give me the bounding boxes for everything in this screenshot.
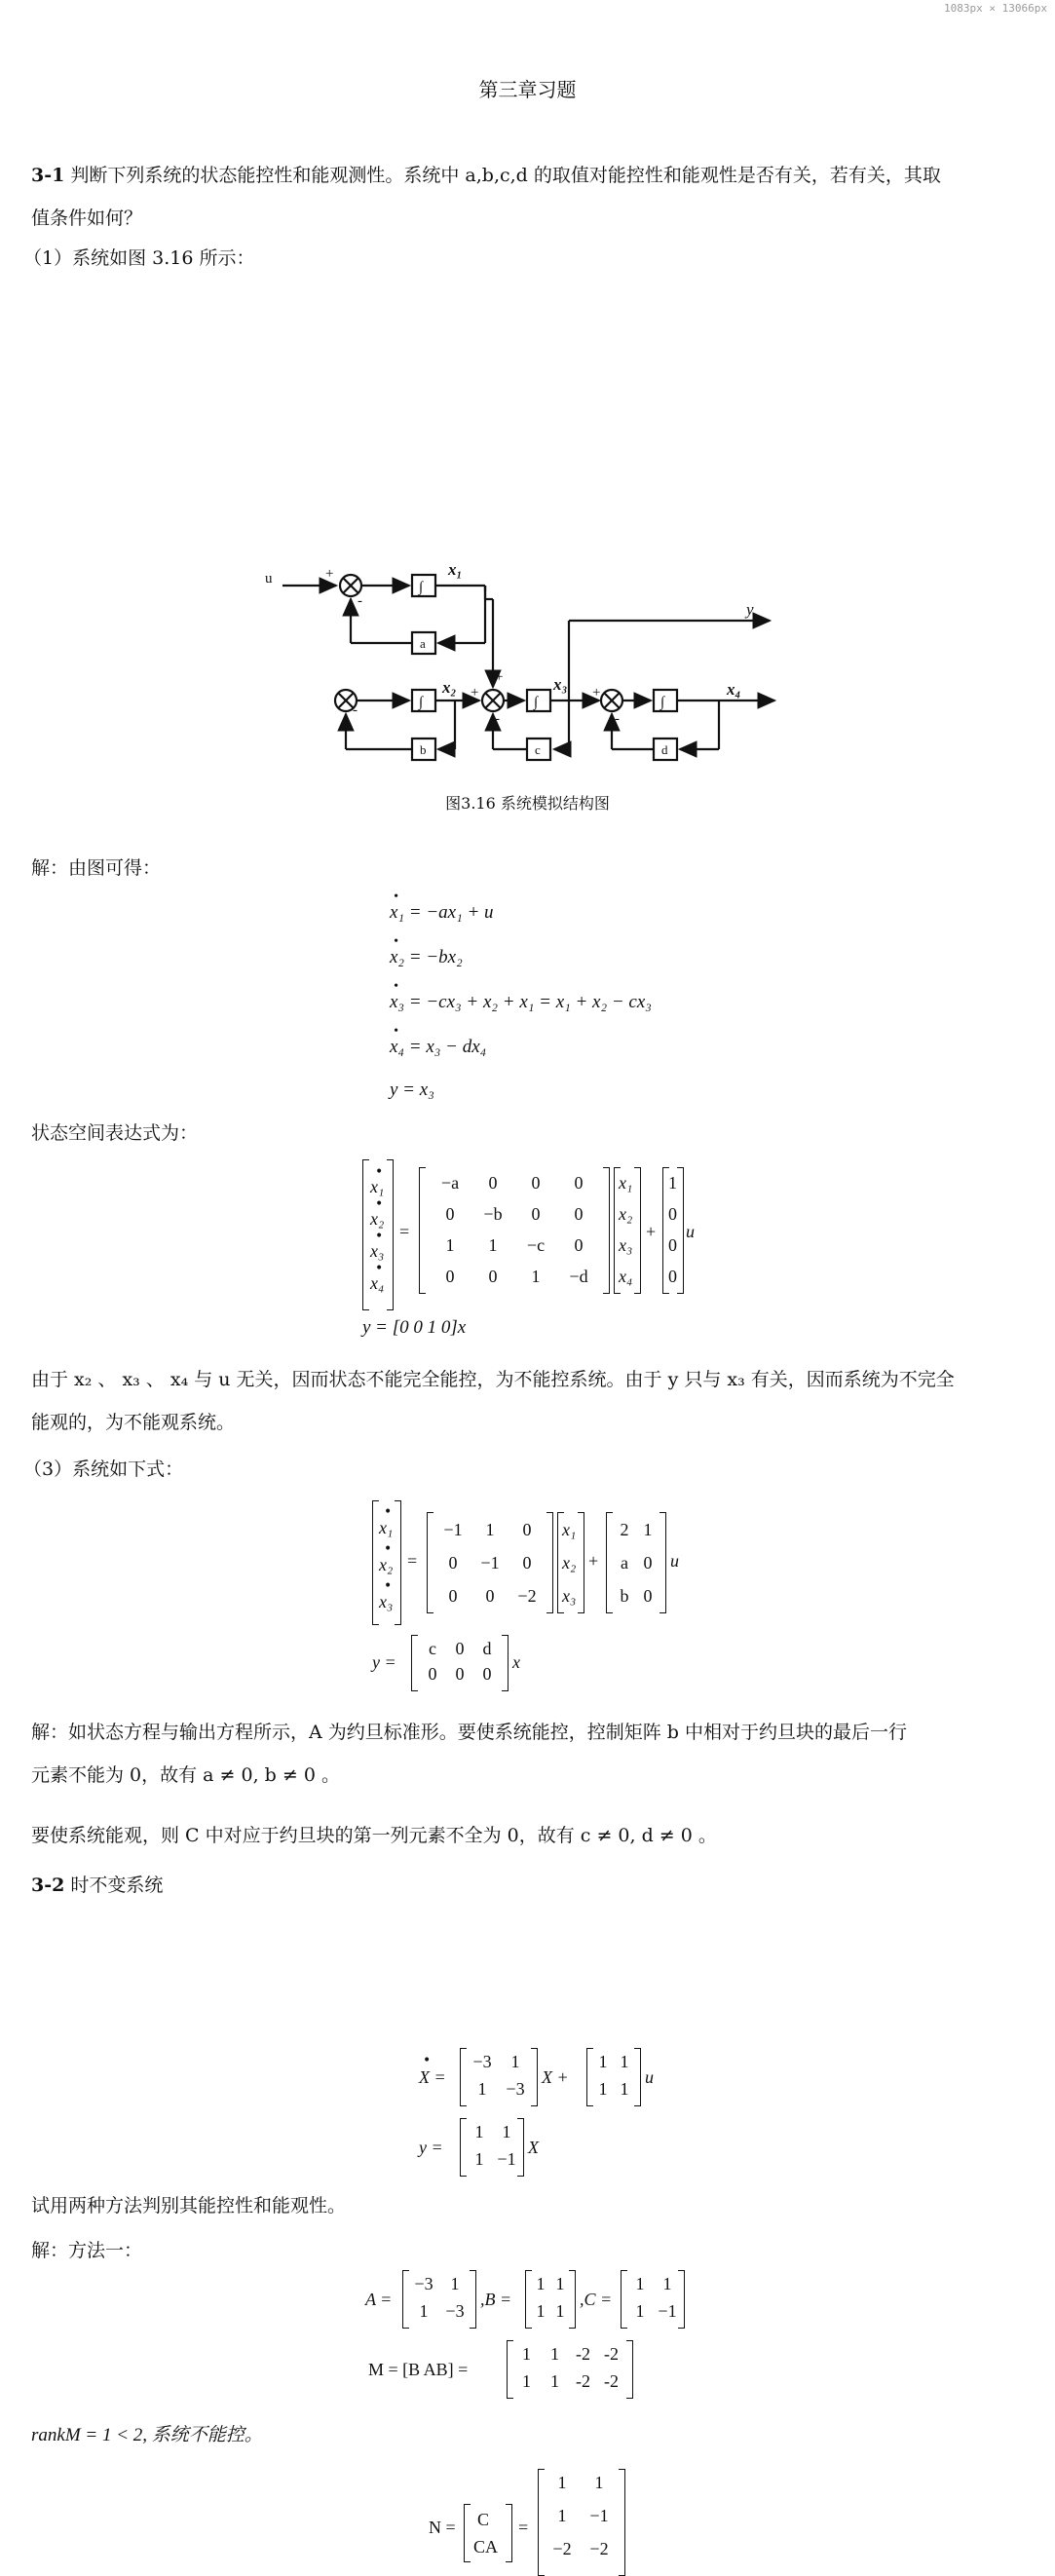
problem-3-1-text-line1: 判断下列系统的状态能控性和能观测性。系统中 a,b,c,d 的取值对能控性和能观性是否有关，若有关，其取 — [70, 165, 941, 186]
observability-matrix: N = C CA = 1 1 1 −1 −2 −2 — [429, 2469, 672, 2576]
abc-matrices: A = −3 1 1 −3 ,B = 1 1 1 1 ,C = 1 1 1 −1 — [365, 2268, 716, 2332]
problem-3-2-output-equation: y = 1 1 1 −1 X — [419, 2116, 614, 2180]
observability-matrix-N — [538, 2469, 625, 2576]
subproblem-1: （1）系统如图 3.16 所示： — [23, 247, 255, 269]
matrix-a-cell: −b — [483, 1204, 503, 1224]
state-space-label: 状态空间表达式为： — [31, 1122, 199, 1144]
problem-3-2-matrix-b-cell: 1 — [598, 2079, 608, 2099]
problem-3-2-matrix-a-cell: 1 — [477, 2079, 487, 2099]
matrix-B: 1 0 0 0 — [662, 1167, 684, 1294]
system-3-matrix-b-cell: 0 — [643, 1553, 653, 1572]
controllability-matrix-m-cell: -2 — [576, 2371, 590, 2391]
diagram-label-x3: x₃ — [553, 675, 568, 694]
problem-3-2-matrix-b-cell: 1 — [620, 2052, 629, 2071]
matrix-a-cell: 0 — [531, 1204, 541, 1224]
matrix-A — [419, 1167, 610, 1294]
diagram-integrator-4: ∫ — [660, 695, 665, 710]
diagram-label-x4: x₄ — [727, 680, 741, 699]
diagram-minus-4: - — [615, 711, 620, 727]
diagram-plus-3: + — [495, 669, 504, 685]
subproblem-3: （3）系统如下式： — [23, 1458, 184, 1480]
system-3-matrix-a-cell: 0 — [448, 1586, 458, 1606]
system-3-matrix-c-cell: d — [482, 1639, 492, 1658]
problem-3-2-method-1: 解：方法一： — [31, 2240, 143, 2261]
matrix-a-cell: 1 — [445, 1235, 455, 1255]
observability-matrix-n-cell: −2 — [552, 2539, 572, 2558]
abc-matrix-c-cell: 1 — [635, 2301, 645, 2321]
problem-3-1-text-line2: 值条件如何？ — [31, 208, 143, 229]
problem-3-1 — [31, 154, 1035, 240]
problem-3-2-matrix-a-cell: −3 — [472, 2052, 492, 2071]
diagram-plus: + — [325, 566, 334, 582]
abc-matrix-B — [525, 2270, 576, 2329]
abc-matrix-a-cell: −3 — [445, 2301, 465, 2321]
system-3-matrix-a-cell: 0 — [485, 1586, 495, 1606]
observability-matrix-n-cell: 1 — [557, 2506, 567, 2525]
diagram-label-y: y — [746, 600, 754, 619]
diagram-plus-4: + — [592, 685, 601, 701]
system-3-equation: x₁ x₂ x₃ • • • = −1 1 0 0 −1 0 0 0 −2 x₁ x₂ x₃ + 2 1 a 0 b 0 u — [372, 1500, 703, 1627]
equation-3: • x₃ = −cx₃ + x₂ + x₁ = x₁ + x₂ − cx₃ — [390, 979, 652, 1012]
figure-caption: 图3.16 系统模拟结构图 — [445, 794, 610, 813]
system-3-matrix-b-cell: 1 — [643, 1520, 653, 1539]
system-3-matrix-a-cell: 0 — [522, 1520, 532, 1539]
system-3-matrix-a-cell: 0 — [522, 1553, 532, 1572]
system-3-matrix-c-cell: 0 — [455, 1664, 465, 1684]
system-3-matrix-b-cell: a — [621, 1553, 628, 1572]
problem-3-2: 3-2 时不变系统 — [31, 1875, 164, 1896]
abc-matrix-a-cell: 1 — [450, 2274, 460, 2293]
problem-3-2-state-equation: • X = −3 1 1 −3 X + 1 1 1 1 u — [419, 2046, 682, 2110]
chapter-title: 第三章习题 — [478, 78, 577, 101]
diagram-minus: - — [358, 593, 362, 609]
controllability-matrix-M — [507, 2340, 633, 2399]
state-vector: x₁ x₂ x₃ x₄ — [614, 1167, 641, 1294]
conclusion-1: 由于 x₂ 、 x₃ 、 x₄ 与 u 无关，因而状态不能完全能控，为不能控系统。由于 y 只与 x₃ 有关，因而系统为不完全 能观的，为不能观系统。 — [31, 1369, 955, 1433]
matrix-a-cell: 0 — [488, 1173, 498, 1193]
problem-3-1-number: 3-1 — [31, 165, 65, 186]
controllability-matrix: M = [B AB] = 1 1 -2 -2 1 1 -2 -2 — [368, 2338, 660, 2403]
diagram-label-x1: x₁ — [448, 560, 463, 579]
system-3-matrix-c-cell: c — [429, 1639, 436, 1658]
system-3-matrix-B — [606, 1512, 666, 1613]
solution-3-observability: 要使系统能观，则 C 中对应于约旦块的第一列元素不全为 0，故有 c ≠ 0, d ≠ 0 。 — [31, 1825, 717, 1846]
problem-3-2-instruction: 试用两种方法判别其能控性和能观性。 — [31, 2195, 347, 2216]
abc-matrix-a-cell: −3 — [414, 2274, 433, 2293]
abc-matrix-c-cell: −1 — [658, 2301, 677, 2321]
controllability-matrix-m-cell: 1 — [522, 2344, 531, 2364]
diagram-label-x2: x₂ — [442, 678, 457, 697]
controllability-matrix-m-cell: 1 — [550, 2371, 559, 2391]
system-3-matrix-b-cell: 0 — [643, 1586, 653, 1606]
system-3-matrix-c-cell: 0 — [482, 1664, 492, 1684]
block-diagram — [263, 550, 789, 779]
diagram-integrator-1: ∫ — [419, 580, 424, 595]
diagram-minus-3: - — [495, 711, 500, 727]
diagram-integrator-2: ∫ — [419, 695, 424, 710]
controllability-matrix-m-cell: 1 — [550, 2344, 559, 2364]
problem-3-2-matrix-C — [460, 2118, 524, 2177]
system-3-matrix-a-cell: −1 — [480, 1553, 500, 1572]
matrix-a-cell: −d — [569, 1267, 588, 1286]
observability-matrix-n-cell: −2 — [589, 2539, 609, 2558]
abc-matrix-A — [402, 2270, 476, 2329]
problem-3-2-matrix-c-cell: 1 — [474, 2149, 484, 2169]
observability-matrix-n-cell: 1 — [594, 2473, 604, 2492]
system-3-matrix-C — [411, 1635, 509, 1691]
problem-3-2-matrix-a-cell: 1 — [510, 2052, 520, 2071]
matrix-a-cell: 0 — [574, 1204, 584, 1224]
matrix-a-cell: 1 — [531, 1267, 541, 1286]
abc-matrix-b-cell: 1 — [536, 2301, 546, 2321]
controllability-matrix-m-cell: 1 — [522, 2371, 531, 2391]
system-3-output-equation: y = c 0 d 0 0 0 x — [372, 1635, 567, 1693]
rank-conclusion: rankM = 1 < 2, 系统不能控。 — [31, 2425, 263, 2445]
system-3-matrix-b-cell: b — [620, 1586, 629, 1606]
system-3-matrix-c-cell: 0 — [455, 1639, 465, 1658]
problem-3-2-matrix-a-cell: −3 — [506, 2079, 525, 2099]
matrix-a-cell: 0 — [445, 1204, 455, 1224]
page-dimension-label: 1083px × 13066px — [944, 2, 1047, 15]
diagram-gain-a: a — [420, 636, 426, 651]
equation-5: y = x₃ — [390, 1080, 434, 1100]
matrix-a-cell: 0 — [574, 1173, 584, 1193]
observability-matrix-n-cell: −1 — [589, 2506, 609, 2525]
equation-1: • x₁ = −ax₁ + u — [390, 890, 494, 923]
problem-3-2-matrix-b-cell: 1 — [598, 2052, 608, 2071]
system-3-matrix-a-cell: 1 — [485, 1520, 495, 1539]
diagram-gain-d: d — [661, 742, 668, 757]
problem-3-2-matrix-B — [586, 2048, 641, 2106]
diagram-minus-2: - — [353, 702, 358, 718]
abc-matrix-c-cell: 1 — [635, 2274, 645, 2293]
problem-3-2-matrix-c-cell: 1 — [502, 2122, 511, 2141]
output-equation-1: y = [0 0 1 0]x — [362, 1317, 467, 1338]
matrix-a-cell: 0 — [574, 1235, 584, 1255]
system-3-matrix-b-cell: 2 — [620, 1520, 629, 1539]
diagram-label-u: u — [265, 571, 273, 587]
system-3-matrix-a-cell: −2 — [517, 1586, 537, 1606]
system-3-matrix-a-cell: 0 — [448, 1553, 458, 1572]
system-3-matrix-c-cell: 0 — [428, 1664, 437, 1684]
observability-left-block: C CA — [464, 2504, 512, 2562]
solution-1-intro: 解：由图可得： — [31, 857, 162, 879]
matrix-a-cell: 0 — [445, 1267, 455, 1286]
problem-3-2-matrix-c-cell: −1 — [497, 2149, 516, 2169]
abc-matrix-c-cell: 1 — [662, 2274, 672, 2293]
abc-matrix-b-cell: 1 — [555, 2274, 565, 2293]
controllability-matrix-m-cell: -2 — [604, 2371, 619, 2391]
system-3-matrix-a-cell: −1 — [443, 1520, 463, 1539]
matrix-a-cell: 0 — [488, 1267, 498, 1286]
diagram-gain-b: b — [420, 742, 427, 757]
observability-matrix-n-cell: 1 — [557, 2473, 567, 2492]
problem-3-2-matrix-A — [460, 2048, 538, 2106]
abc-matrix-C — [621, 2270, 685, 2329]
controllability-matrix-m-cell: -2 — [576, 2344, 590, 2364]
system-3-matrix-A — [427, 1512, 553, 1613]
abc-matrix-b-cell: 1 — [536, 2274, 546, 2293]
controllability-matrix-m-cell: -2 — [604, 2344, 619, 2364]
state-space-equation: x₁ x₂ x₃ x₄ • • • • = −a 0 0 0 0 −b 0 0 1 1 −c 0 0 0 1 −d x₁ x₂ x₃ x₄ + 1 0 0 0 u — [362, 1159, 713, 1310]
diagram-integrator-3: ∫ — [534, 695, 539, 710]
matrix-a-cell: −c — [526, 1235, 546, 1255]
equation-2: • x₂ = −bx₂ — [390, 934, 463, 967]
matrix-a-cell: 1 — [488, 1235, 498, 1255]
abc-matrix-b-cell: 1 — [555, 2301, 565, 2321]
matrix-a-cell: 0 — [531, 1173, 541, 1193]
diagram-plus-2: + — [471, 685, 479, 701]
diagram-gain-c: c — [535, 742, 541, 757]
equation-4: • x₄ = x₃ − dx₄ — [390, 1024, 487, 1057]
problem-3-2-matrix-b-cell: 1 — [620, 2079, 629, 2099]
solution-3: 解：如状态方程与输出方程所示，A 为约旦标准形。要使系统能控，控制矩阵 b 中相对于约旦块的最后一行 元素不能为 0，故有 a ≠ 0, b ≠ 0 。 — [31, 1722, 908, 1786]
matrix-a-cell: −a — [440, 1173, 460, 1193]
problem-3-2-matrix-c-cell: 1 — [474, 2122, 484, 2141]
state-derivative-vector: x₁ x₂ x₃ x₄ • • • • — [362, 1159, 394, 1310]
abc-matrix-a-cell: 1 — [419, 2301, 429, 2321]
